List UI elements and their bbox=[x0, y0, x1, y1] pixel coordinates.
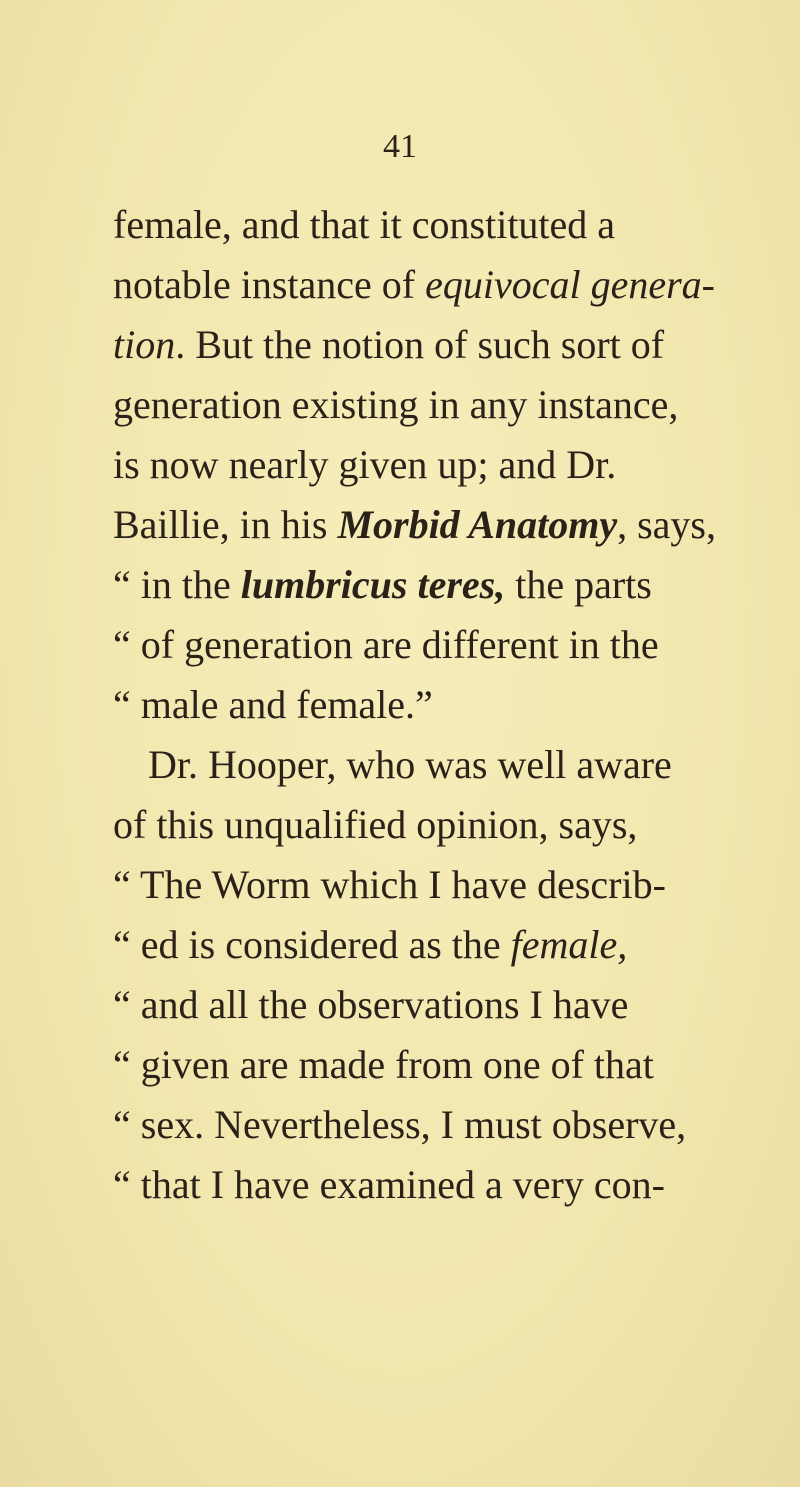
text-line bbox=[113, 375, 678, 435]
text-span: “ sex. Nevertheless, I must observe, bbox=[113, 1102, 687, 1147]
text-line bbox=[113, 255, 715, 315]
text-line bbox=[113, 555, 652, 615]
text-span: “ given are made from one of that bbox=[113, 1042, 654, 1087]
text-span: , says, bbox=[617, 502, 716, 547]
text-line bbox=[113, 1095, 686, 1155]
italic-term: equivocal genera- bbox=[425, 262, 715, 307]
text-span: Baillie, in his bbox=[113, 502, 338, 547]
text-line bbox=[113, 1035, 654, 1095]
text-span: “ The Worm which I have describ- bbox=[113, 862, 666, 907]
text-line bbox=[113, 315, 664, 375]
text-line bbox=[113, 495, 716, 555]
text-line bbox=[113, 855, 666, 915]
text-line bbox=[113, 975, 628, 1035]
text-span: female, and that it constituted a bbox=[113, 202, 616, 247]
text-span: “ ed is considered as the bbox=[113, 922, 511, 967]
text-span: the parts bbox=[505, 562, 652, 607]
text-line bbox=[113, 915, 627, 975]
text-line bbox=[113, 1155, 665, 1215]
italic-term: tion bbox=[113, 322, 176, 367]
text-line bbox=[113, 675, 433, 735]
text-span: “ male and female.” bbox=[113, 682, 433, 727]
book-title: Morbid Anatomy bbox=[337, 502, 618, 547]
text-span: “ in the bbox=[113, 562, 241, 607]
text-span: “ and all the observations I have bbox=[113, 982, 629, 1027]
text-span: Dr. Hooper, who was well aware bbox=[148, 742, 672, 787]
text-span: generation existing in any instance, bbox=[113, 382, 679, 427]
italic-term: female, bbox=[510, 922, 628, 967]
page-number: 41 bbox=[383, 128, 417, 165]
text-line bbox=[113, 195, 615, 255]
text-span: “ of generation are different in the bbox=[113, 622, 659, 667]
text-line bbox=[113, 615, 659, 675]
text-span: is now nearly given up; and Dr. bbox=[113, 442, 617, 487]
text-span: notable instance of bbox=[113, 262, 426, 307]
text-span: “ that I have examined a very con- bbox=[113, 1162, 665, 1207]
text-span: . But the notion of such sort of bbox=[175, 322, 665, 367]
text-line bbox=[113, 795, 637, 855]
text-line bbox=[148, 735, 672, 795]
text-line bbox=[113, 435, 616, 495]
species-name: lumbricus teres, bbox=[240, 562, 506, 607]
text-span: of this unqualified opinion, says, bbox=[113, 802, 638, 847]
